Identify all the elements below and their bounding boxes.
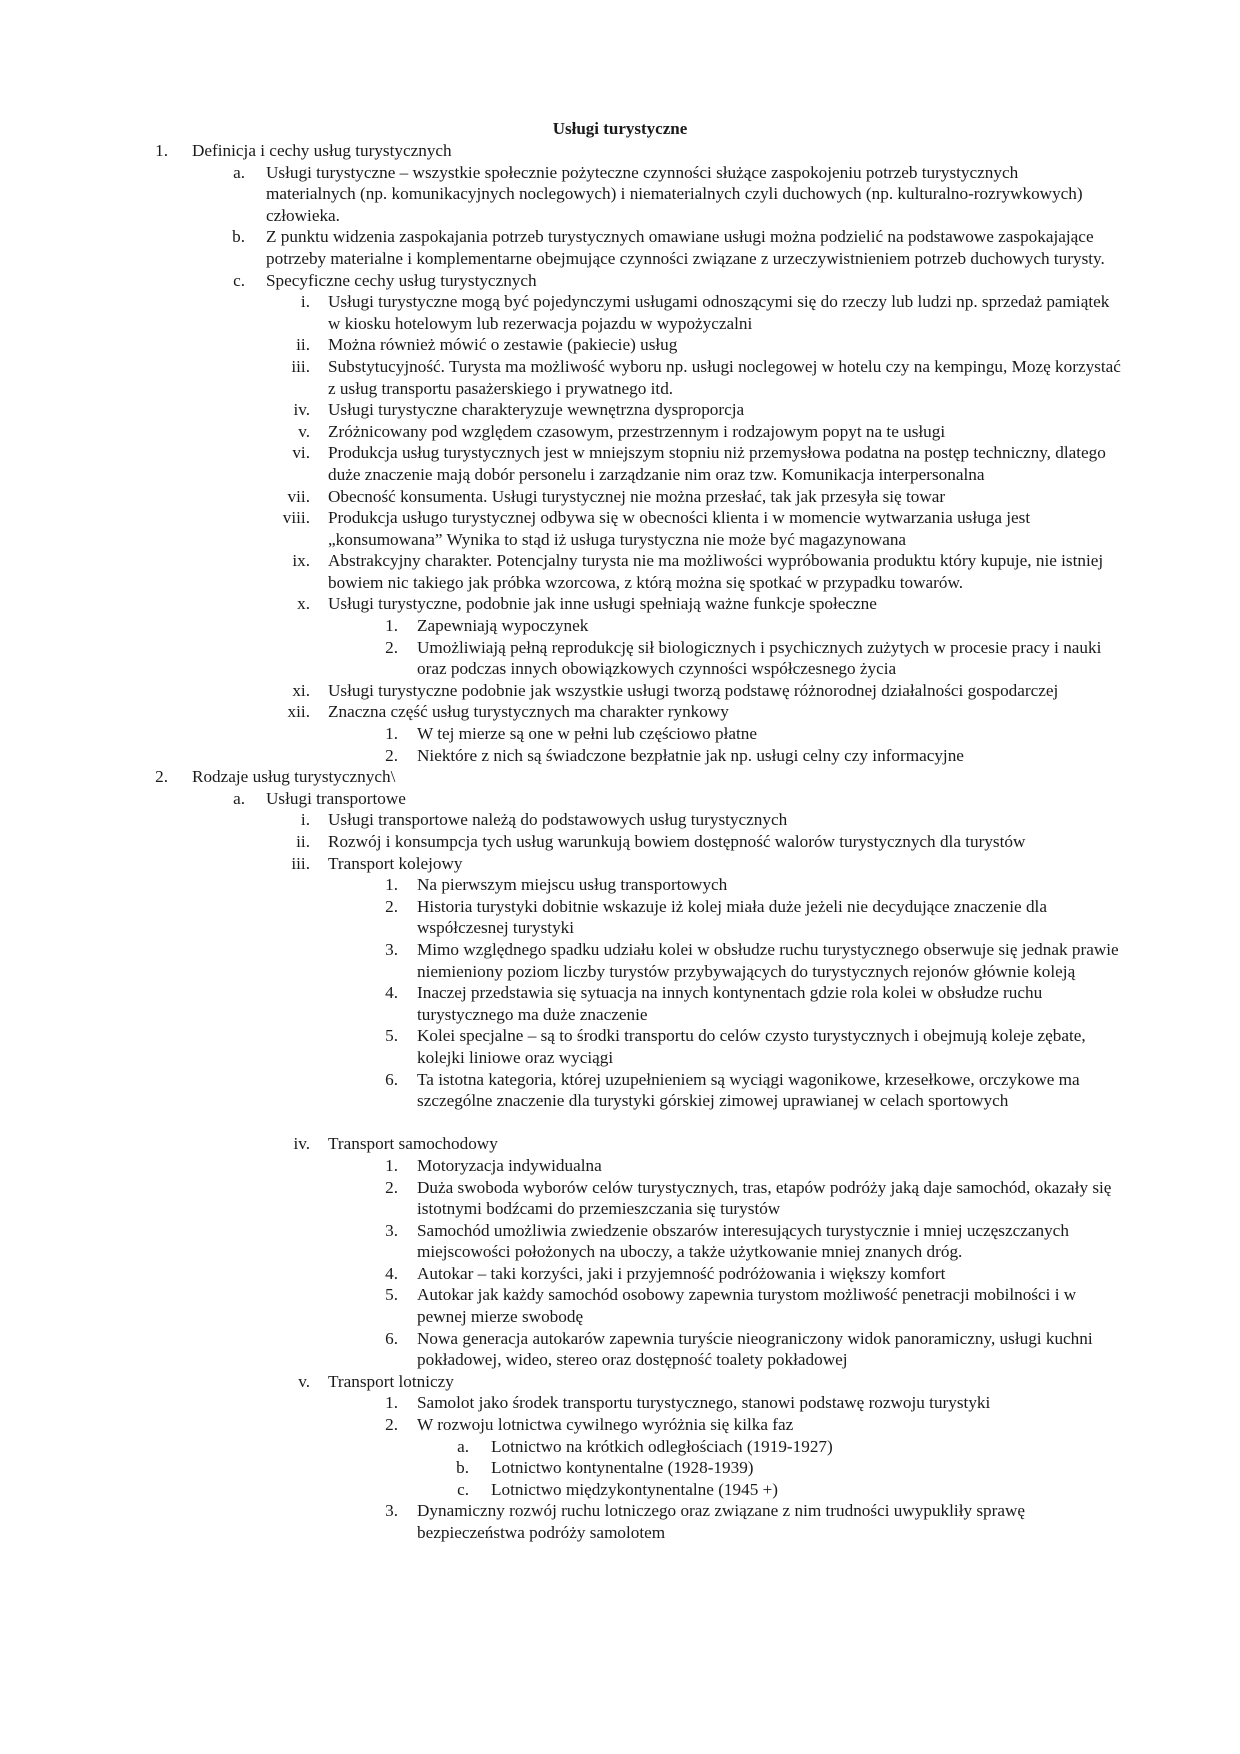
outline-item-level-1 — [0, 226, 1240, 269]
outline-item-level-4 — [0, 1436, 1240, 1458]
list-marker: 1. — [385, 724, 398, 744]
list-item-text: Zapewniają wypoczynek — [417, 616, 589, 636]
list-marker: 3. — [385, 1220, 398, 1240]
outline-item-level-3 — [0, 1328, 1240, 1371]
outline-item-level-3 — [0, 982, 1240, 1025]
list-item-text: Duża swoboda wyborów celów turystycznych, tras, etapów podróży jaką daje samochód, okazały się istotnymi bodźcami do przemieszczania się turystów — [417, 1177, 1112, 1219]
list-marker: 3. — [385, 939, 398, 959]
list-marker: 1. — [385, 616, 398, 636]
list-marker: ix. — [292, 551, 310, 571]
outline-item-level-3 — [0, 1177, 1240, 1220]
list-marker: 5. — [385, 1026, 398, 1046]
list-item-text: Można również mówić o zestawie (pakiecie) usług — [328, 335, 678, 355]
list-marker: xii. — [287, 702, 310, 722]
outline-item-level-3 — [0, 1392, 1240, 1414]
list-item-text: Substytucyjność. Turysta ma możliwość wyboru np. usługi noclegowej w hotelu czy na kempingu, Mozę korzystać z usług transportu pasażerskiego i prywatnego itd. — [328, 356, 1121, 398]
list-item-text: Motoryzacja indywidualna — [417, 1155, 602, 1175]
list-marker: 2. — [385, 637, 398, 657]
list-marker: ii. — [296, 335, 310, 355]
outline-item-level-2 — [0, 593, 1240, 615]
outline-item-level-2 — [0, 399, 1240, 421]
list-item-text: Lotnictwo kontynentalne (1928-1939) — [491, 1458, 754, 1478]
list-marker: viii. — [282, 508, 310, 528]
list-marker: i. — [300, 292, 310, 312]
list-marker: b. — [456, 1458, 469, 1478]
outline-item-level-3 — [0, 1155, 1240, 1177]
list-marker: 2. — [385, 745, 398, 765]
outline-item-level-0 — [0, 140, 1240, 162]
list-item-text: Transport samochodowy — [328, 1134, 498, 1154]
outline-item-level-3 — [0, 615, 1240, 637]
outline-item-level-3 — [0, 1263, 1240, 1285]
list-item-text: Produkcja usług turystycznych jest w mniejszym stopniu niż przemysłowa podatna na postęp techniczny, dlatego duże znaczenie mają dobór personelu i zarządzanie nim oraz tzw. Komunikacja interpersonalna — [328, 443, 1106, 484]
list-item-text: Abstrakcyjny charakter. Potencjalny turysta nie ma możliwości wypróbowania produktu który kupuje, nie istniej bowiem nic takiego jak próbka wzorcowa, z którą można się spotkać w przypadku towarów. — [328, 551, 1104, 592]
outline-item-level-2 — [0, 442, 1240, 485]
outline-item-level-3 — [0, 874, 1240, 896]
outline-item-level-2 — [0, 1133, 1240, 1155]
list-marker: a. — [233, 162, 245, 182]
list-marker: iv. — [293, 400, 310, 420]
page-title: Usługi turystyczne — [552, 119, 688, 138]
list-item-text: W tej mierze są one w pełni lub częściowo płatne — [417, 724, 757, 744]
outline-item-level-4 — [0, 1457, 1240, 1479]
list-item-text: Znaczna część usług turystycznych ma charakter rynkowy — [328, 702, 729, 722]
outline-item-level-2 — [0, 291, 1240, 334]
outline-item-level-3 — [0, 1220, 1240, 1263]
list-marker: 6. — [385, 1328, 398, 1348]
outline-item-level-2 — [0, 701, 1240, 723]
list-marker: iii. — [291, 853, 310, 873]
outline-item-level-2 — [0, 356, 1240, 399]
list-marker: c. — [233, 270, 245, 290]
list-marker: 3. — [385, 1501, 398, 1521]
outline-item-level-3 — [0, 1500, 1240, 1543]
outline-item-level-2 — [0, 507, 1240, 550]
list-item-text: Transport kolejowy — [328, 853, 463, 873]
outline-item-level-3 — [0, 939, 1240, 982]
outline-item-level-2 — [0, 853, 1240, 875]
outline-item-level-2 — [0, 831, 1240, 853]
list-item-text: Usługi turystyczne – wszystkie społecznie pożyteczne czynności służące zaspokojeniu potrzeb turystycznych materialnych (np. komunikacyjnych noclegowych) i niematerialnych czyli duchowych (np. kulturalno-rozrywkowych) człowieka. — [266, 162, 1083, 225]
list-item-text: Ta istotna kategoria, której uzupełnieniem są wyciągi wagonikowe, krzesełkowe, orczykowe ma szczególne znaczenie dla turystyki górskiej zimowej uprawianej w celach sportowych — [417, 1069, 1080, 1111]
outline-item-level-2 — [0, 1371, 1240, 1393]
list-marker: 1. — [385, 1155, 398, 1175]
list-item-text: Mimo względnego spadku udziału kolei w obsłudze ruchu turystycznego obserwuje się jednak prawie niemieniony poziom liczby turystów przybywających do turystycznych rejonów głównie koleją — [417, 939, 1119, 981]
list-item-text: Niektóre z nich są świadczone bezpłatnie jak np. usługi celny czy informacyjne — [417, 745, 964, 765]
list-marker: i. — [300, 810, 310, 830]
list-item-text: Usługi turystyczne, podobnie jak inne usługi spełniają ważne funkcje społeczne — [328, 594, 877, 614]
list-marker: vii. — [287, 486, 310, 506]
list-item-text: Obecność konsumenta. Usługi turystycznej nie można przesłać, tak jak przesyła się towar — [328, 486, 946, 506]
list-marker: 4. — [385, 1263, 398, 1283]
list-marker: b. — [232, 227, 245, 247]
list-item-text: Samochód umożliwia zwiedzenie obszarów interesujących turystycznie i mniej uczęszczanych miejscowości położonych na uboczy, a także użytkowanie mniej znanych dróg. — [417, 1220, 1069, 1262]
list-item-text: Lotnictwo międzykontynentalne (1945 +) — [491, 1479, 779, 1499]
outline-item-level-2 — [0, 680, 1240, 702]
list-item-text: Usługi turystyczne podobnie jak wszystkie usługi tworzą podstawę różnorodnej działalności gospodarczej — [328, 680, 1059, 700]
list-item-text: Definicja i cechy usług turystycznych — [192, 141, 452, 160]
list-item-text: Dynamiczny rozwój ruchu lotniczego oraz związane z nim trudności uwypukliły sprawę bezpieczeństwa podróży samolotem — [417, 1501, 1026, 1542]
list-item-text: W rozwoju lotnictwa cywilnego wyróżnia się kilka faz — [417, 1415, 794, 1435]
list-item-text: Produkcja usługo turystycznej odbywa się w obecności klienta i w momencie wytwarzania usługa jest „konsumowana” Wynika to stąd iż usługa turystyczna nie może być magazynowana — [328, 508, 1031, 549]
list-marker: 2. — [155, 767, 168, 787]
outline-item-level-1 — [0, 788, 1240, 810]
list-marker: 6. — [385, 1069, 398, 1089]
outline-item-level-4 — [0, 1479, 1240, 1501]
outline-item-level-3 — [0, 1069, 1240, 1112]
list-item-text: Samolot jako środek transportu turystycznego, stanowi podstawę rozwoju turystyki — [417, 1393, 991, 1413]
list-item-text: Kolei specjalne – są to środki transportu do celów czysto turystycznych i obejmują koleje zębate, kolejki liniowe oraz wyciągi — [417, 1026, 1086, 1067]
list-item-text: Nowa generacja autokarów zapewnia turyście nieograniczony widok panoramiczny, usługi kuchni pokładowej, wideo, stereo oraz dostępność toalety pokładowej — [417, 1328, 1093, 1370]
list-marker: 1. — [385, 875, 398, 895]
list-marker: 4. — [385, 983, 398, 1003]
outline-list — [0, 140, 1240, 1544]
outline-item-level-1 — [0, 162, 1240, 227]
outline-item-level-3 — [0, 896, 1240, 939]
list-item-text: Historia turystyki dobitnie wskazuje iż kolej miała duże jeżeli nie decydujące znaczenie dla współczesnej turystyki — [417, 896, 1047, 938]
list-item-text: Na pierwszym miejscu usług transportowych — [417, 875, 728, 895]
list-item-text: Transport lotniczy — [328, 1371, 454, 1391]
list-item-text: Usługi transportowe — [266, 788, 406, 808]
list-marker: xi. — [292, 680, 310, 700]
list-item-text: Zróżnicowany pod względem czasowym, przestrzennym i rodzajowym popyt na te usługi — [328, 421, 946, 441]
list-marker: x. — [297, 594, 310, 614]
list-marker: 1. — [385, 1393, 398, 1413]
list-marker: a. — [457, 1436, 469, 1456]
list-marker: a. — [233, 788, 245, 808]
outline-item-level-2 — [0, 334, 1240, 356]
list-marker: v. — [298, 1371, 310, 1391]
outline-item-level-0 — [0, 766, 1240, 788]
list-marker: iv. — [293, 1134, 310, 1154]
outline-item-level-2 — [0, 550, 1240, 593]
list-item-text: Usługi turystyczne mogą być pojedynczymi usługami odnoszącymi się do rzeczy lub ludzi np. sprzedaż pamiątek w kiosku hotelowym lub rezerwacja pojazdu w wypożyczalni — [328, 292, 1110, 333]
outline-item-level-2 — [0, 421, 1240, 443]
outline-item-level-3 — [0, 1284, 1240, 1327]
outline-item-level-1 — [0, 270, 1240, 292]
list-item-text: Rodzaje usług turystycznych\ — [192, 767, 396, 787]
outline-item-level-3 — [0, 723, 1240, 745]
list-item-text: Rozwój i konsumpcja tych usług warunkują bowiem dostępność walorów turystycznych dla turystów — [328, 832, 1026, 851]
list-marker: c. — [457, 1479, 469, 1499]
outline-item-level-2 — [0, 486, 1240, 508]
list-item-text: Usługi turystyczne charakteryzuje wewnętrzna dysproporcja — [328, 400, 745, 420]
list-item-text: Umożliwiają pełną reprodukcję sił biologicznych i psychicznych zużytych w procesie pracy i nauki oraz podczas innych obowiązkowych czynności współczesnego życia — [417, 637, 1102, 679]
list-item-text: Inaczej przedstawia się sytuacja na innych kontynentach gdzie rola kolei w obsłudze ruchu turystycznego ma duże znaczenie — [417, 983, 1043, 1024]
blank-line — [0, 1112, 1240, 1134]
list-marker: 1. — [155, 141, 168, 160]
list-item-text: Lotnictwo na krótkich odległościach (1919-1927) — [491, 1436, 833, 1456]
list-marker: v. — [298, 421, 310, 441]
list-item-text: Z punktu widzenia zaspokajania potrzeb turystycznych omawiane usługi można podzielić na podstawowe zaspokajające potrzeby materialne i komplementarne obejmujące czynności związane z urzeczywistnieniem potrzeb duchowych turysty. — [266, 227, 1105, 268]
list-item-text: Autokar jak każdy samochód osobowy zapewnia turystom możliwość penetracji mobilności i w pewnej mierze swobodę — [417, 1285, 1077, 1327]
outline-item-level-3 — [0, 1025, 1240, 1068]
list-marker: 2. — [385, 896, 398, 916]
list-marker: ii. — [296, 832, 310, 851]
list-item-text: Autokar – taki korzyści, jaki i przyjemność podróżowania i większy komfort — [417, 1263, 946, 1283]
list-marker: 2. — [385, 1177, 398, 1197]
outline-item-level-3 — [0, 1414, 1240, 1436]
outline-item-level-3 — [0, 637, 1240, 680]
list-marker: iii. — [291, 356, 310, 376]
list-marker: 2. — [385, 1415, 398, 1435]
list-item-text: Usługi transportowe należą do podstawowych usług turystycznych — [328, 810, 788, 830]
list-marker: 5. — [385, 1285, 398, 1305]
outline-item-level-3 — [0, 745, 1240, 767]
list-marker: vi. — [292, 443, 310, 463]
outline-item-level-2 — [0, 809, 1240, 831]
list-item-text: Specyficzne cechy usług turystycznych — [266, 270, 537, 290]
